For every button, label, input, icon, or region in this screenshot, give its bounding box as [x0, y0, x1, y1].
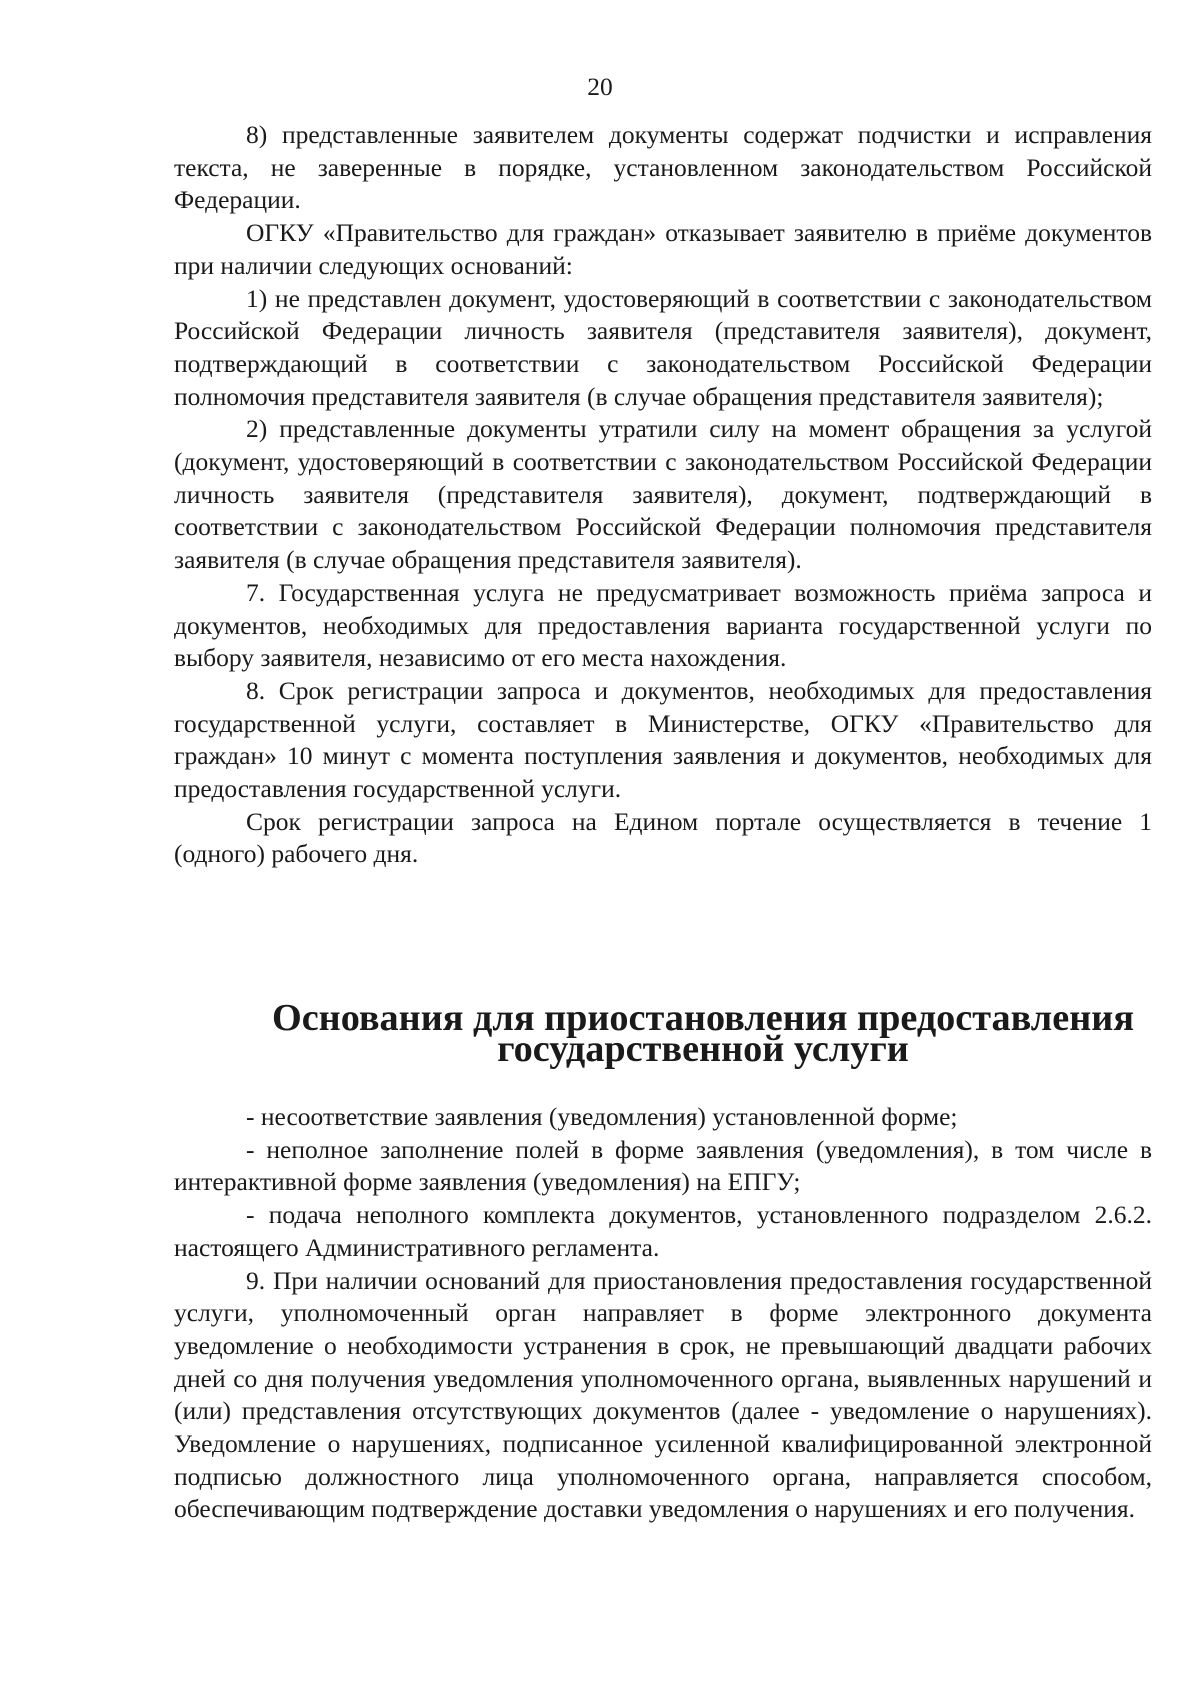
- paragraph: 9. При наличии оснований для приостановления предоставления государственной услуги, уполномоченный орган направляет в форме электронного документа уведомление о необходимости устранения в срок, не превышающий двадцати рабочих дней со дня получения уведомления уполномоченного органа, выявленных нарушений и (или) представления отсутствующих документов (далее - уведомление о нарушениях). Уведомление о нарушениях, подписанное усиленной квалифицированной электронной подписью должностного лица уполномоченного органа, направляется способом, обеспечивающим подтверждение доставки уведомления о нарушениях и его получения.: [174, 1265, 1152, 1524]
- paragraph: 7. Государственная услуга не предусматривает возможность приёма запроса и документов, необходимых для предоставления варианта государственной услуги по выбору заявителя, независимо от его места нахождения.: [174, 577, 1152, 673]
- list-item: - подача неполного комплекта документов, установленного подразделом 2.6.2. настоящего Административного регламента.: [174, 1200, 1152, 1262]
- body-text-top: [174, 119, 1152, 871]
- list-item: - неполное заполнение полей в форме заявления (уведомления), в том числе в интерактивной форме заявления (уведомления) на ЕПГУ;: [174, 1134, 1152, 1197]
- paragraph: 8) представленные заявителем документы содержат подчистки и исправления текста, не заверенные в порядке, установленном законодательством Российской Федерации.: [174, 120, 1152, 215]
- list-item: - несоответствие заявления (уведомления) установленной форме;: [246, 1102, 958, 1131]
- paragraph: 1) не представлен документ, удостоверяющий в соответствии с законодательством Российской Федерации личность заявителя (представителя заявителя), документ, подтверждающий в соответствии с законодательством Российской Федерации полномочия представителя заявителя (в случае обращения представителя заявителя);: [174, 283, 1152, 411]
- body-text-bottom: [174, 1101, 1152, 1526]
- section-heading: Основания для приостановления предоставления государственной услуги: [271, 997, 1135, 1070]
- paragraph: 8. Срок регистрации запроса и документов, необходимых для предоставления государственной услуги, составляет в Министерстве, ОГКУ «Правительство для граждан» 10 минут с момента поступления заявления и документов, необходимых для предоставления государственной услуги.: [174, 675, 1152, 804]
- paragraph: ОГКУ «Правительство для граждан» отказывает заявителю в приёме документов при наличии следующих оснований:: [174, 218, 1152, 280]
- page-number: 20: [587, 72, 613, 101]
- paragraph: Срок регистрации запроса на Едином портале осуществляется в течение 1 (одного) рабочего дня.: [174, 806, 1152, 869]
- paragraph: 2) представленные документы утратили силу на момент обращения за услугой (документ, удостоверяющий в соответствии с законодательством Российской Федерации личность заявителя (представителя заявителя), документ, подтверждающий в соответствии с законодательством Российской Федерации полномочия представителя заявителя (в случае обращения представителя заявителя).: [174, 414, 1152, 575]
